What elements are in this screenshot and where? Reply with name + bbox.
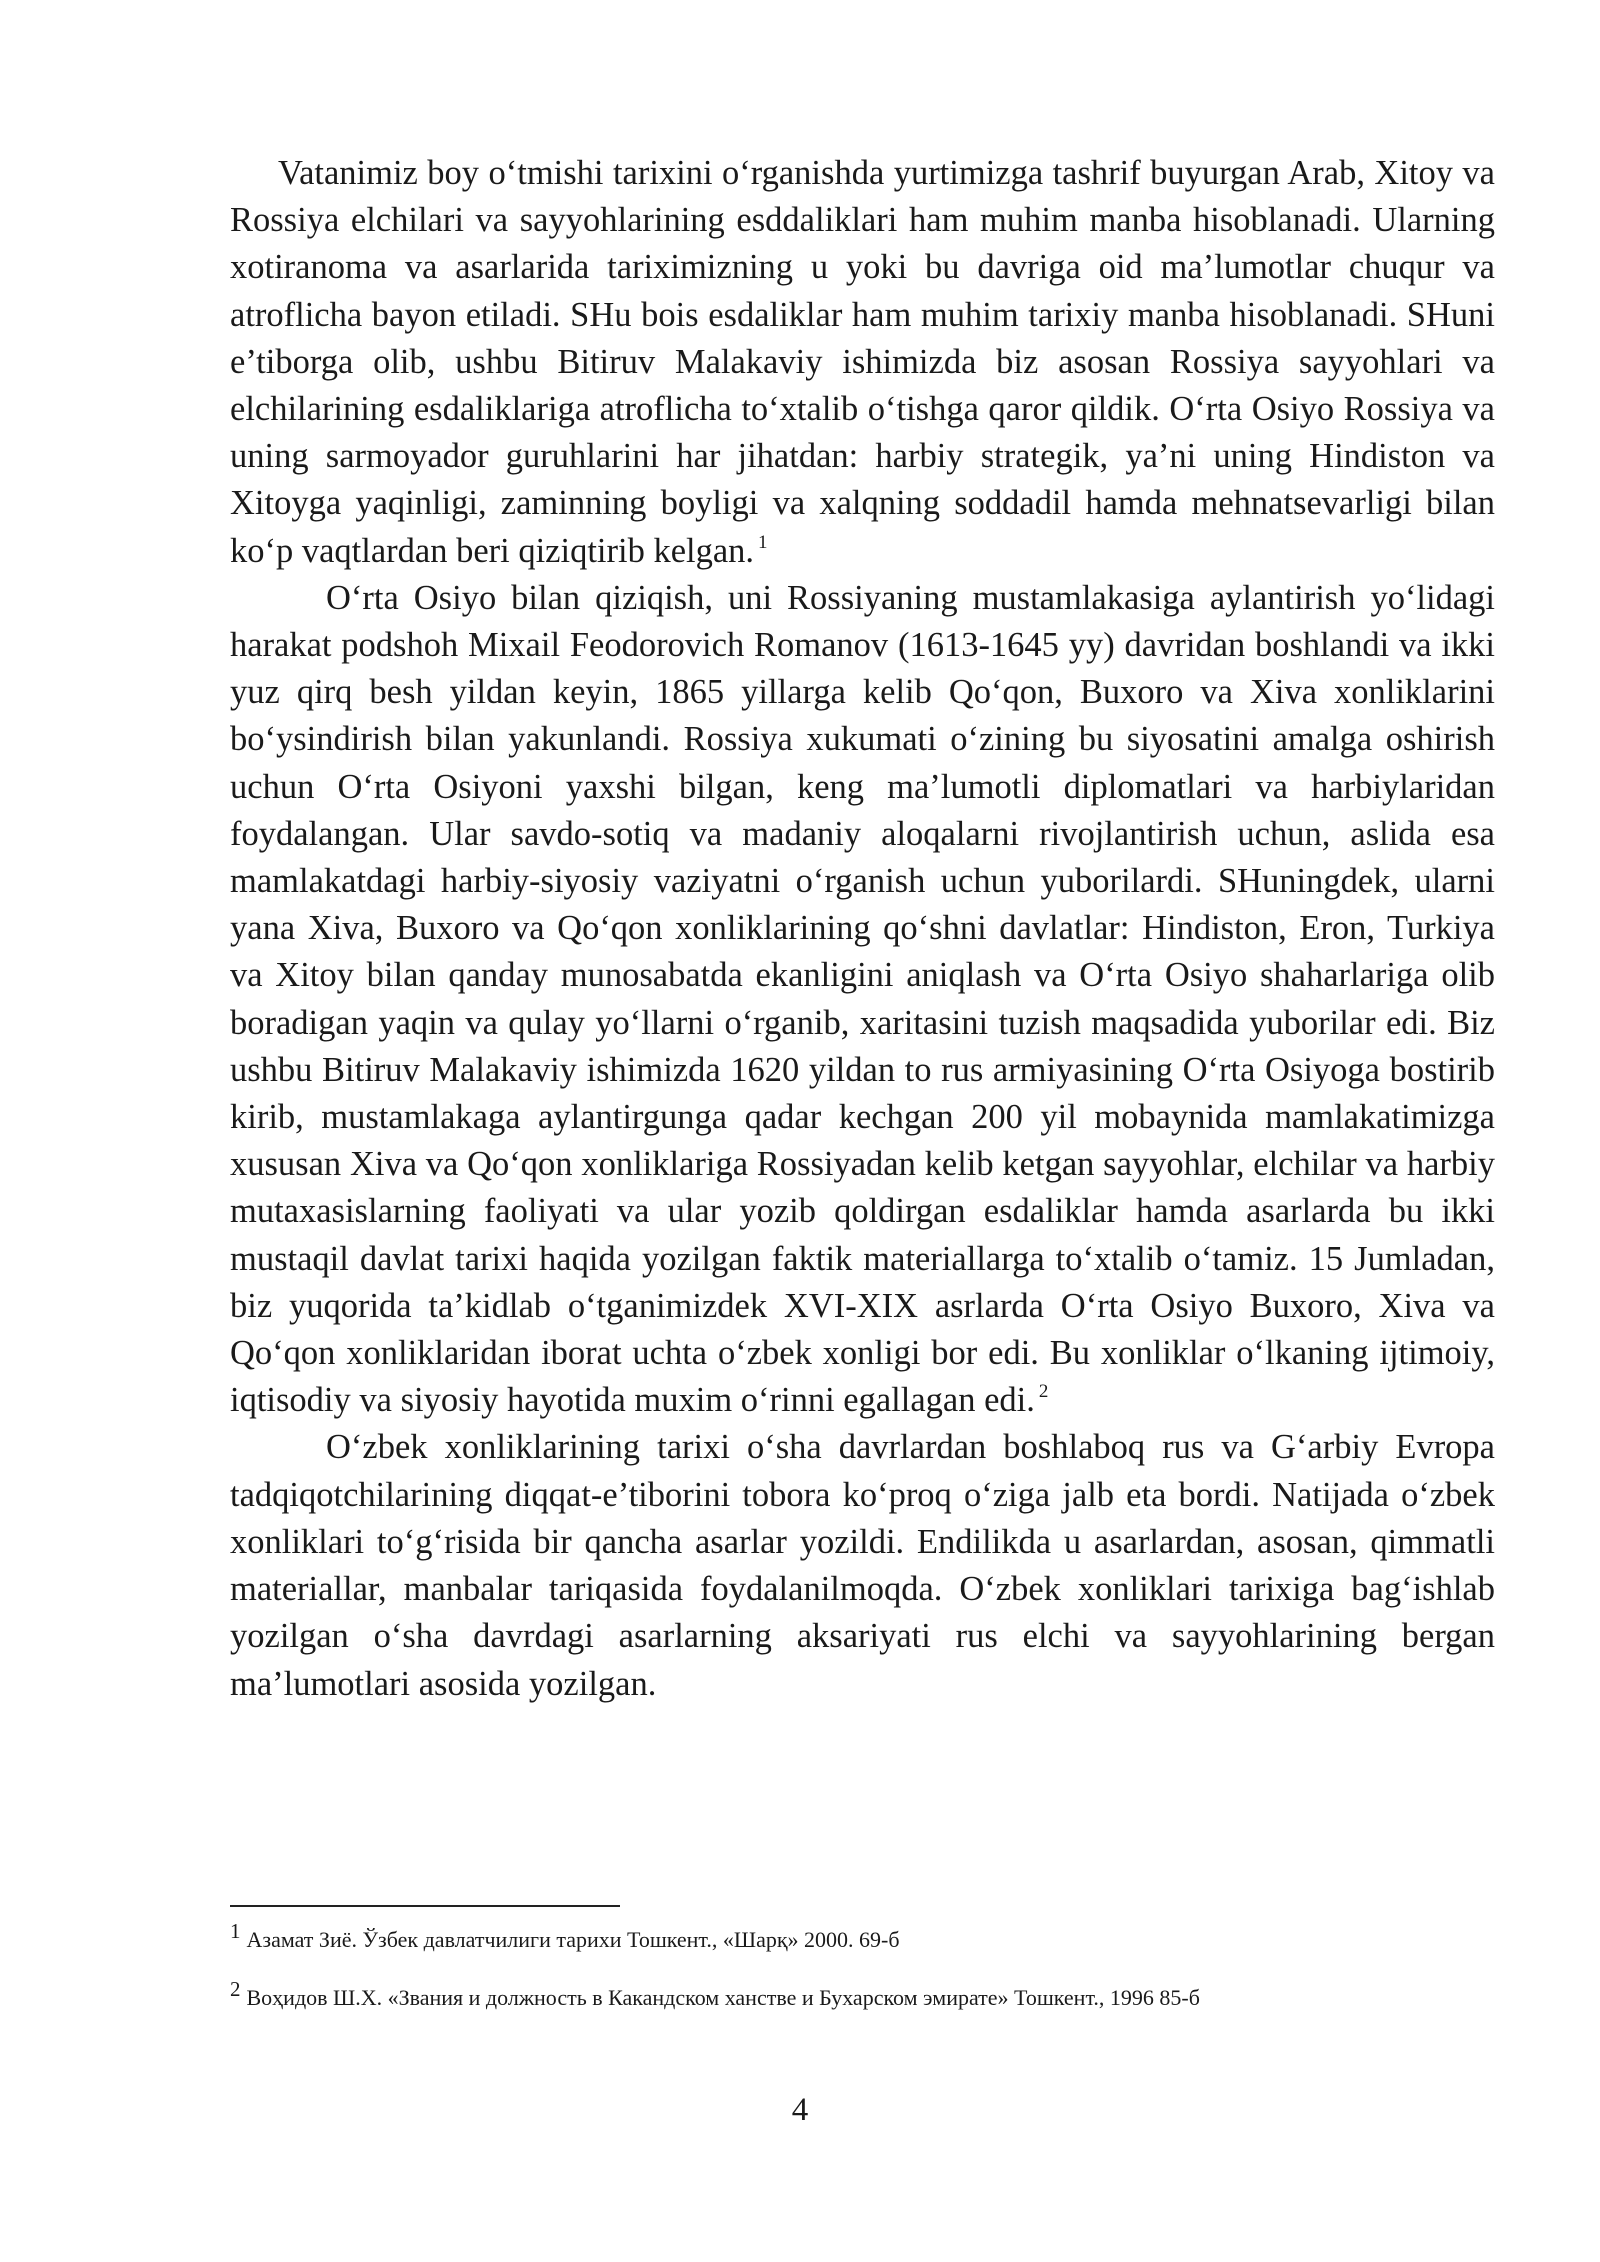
footnote-1 [230, 1919, 1495, 1955]
footnote-ref-1[interactable]: 1 [758, 531, 768, 553]
footnote-number: 1 [230, 1919, 241, 1943]
footnote-text: Воҳидов Ш.Х. «Звания и должность в Какандском ханстве и Бухарском эмирате» Тошкент., 1996 85-б [246, 1985, 1200, 2010]
footnotes [230, 1919, 1495, 2041]
paragraph-3-text: O‘zbek xonliklarining tarixi o‘sha davrlardan boshlaboq rus va G‘arbiy Evropa tadqiqotchilarining diqqat-e’tiborini tobora ko‘proq o‘ziga jalb eta bordi. Natijada o‘zbek xonliklari to‘g‘risida bir qancha asarlar yozildi. Endilikda u asarlardan, asosan, qimmatli materiallar, manbalar tariqasida foydalanilmoqda. O‘zbek xonliklari tarixiga bag‘ishlab yozilgan o‘sha davrdagi asarlarning aksariyati rus elchi va sayyohlarining bergan ma’lumotlari asosida yozilgan. [230, 1428, 1495, 1703]
paragraph-2 [230, 575, 1495, 1425]
page-number: 4 [791, 2092, 809, 2128]
footnote-separator [230, 1905, 620, 1907]
document-page [230, 150, 1495, 1708]
body-text [230, 150, 1495, 1708]
paragraph-2-text: O‘rta Osiyo bilan qiziqish, uni Rossiyaning mustamlakasiga aylantirish yo‘lidagi harakat podshoh Mixail Feodorovich Romanov (1613-1645 yy) davridan boshlandi va ikki yuz qirq besh yildan keyin, 1865 yillarga kelib Qo‘qon, Buxoro va Xiva xonliklarini bo‘ysindirish bilan yakunlandi. Rossiya xukumati o‘zining bu siyosatini amalga oshirish uchun O‘rta Osiyoni yaxshi bilgan, keng ma’lumotli diplomatlari va harbiylaridan foydalangan. Ular savdo-sotiq va madaniy aloqalarni rivojlantirish uchun, aslida esa mamlakatdagi harbiy-siyosiy vaziyatni o‘rganish uchun yuborilardi. SHuningdek, ularni yana Xiva, Buxoro va Qo‘qon xonliklarining qo‘shni davlatlar: Hindiston, Eron, Turkiya va Xitoy bilan qanday munosabatda ekanligini aniqlash va O‘rta Osiyo shaharlariga olib boradigan yaqin va qulay yo‘llarni o‘rganib, xaritasini tuzish maqsadida yuborilar edi. Biz ushbu Bitiruv Malakaviy ishimizda 1620 yildan to rus armiyasining O‘rta Osiyoga bostirib kirib, mustamlakaga aylantirgunga qadar kechgan 200 yil mobaynida mamlakatimizga xususan Xiva va Qo‘qon xonliklariga Rossiyadan kelib ketgan sayyohlar, elchilar va harbiy mutaxasislarning faoliyati va ular yozib qoldirgan esdaliklar hamda asarlarda bu ikki mustaqil davlat tarixi haqida yozilgan faktik materiallarga to‘xtalib o‘tamiz. 15 Jumladan, biz yuqorida ta’kidlab o‘tganimizdek XVI-XIX asrlarda O‘rta Osiyo Buxoro, Xiva va Qo‘qon xonliklaridan iborat uchta o‘zbek xonligi bor edi. Bu xonliklar o‘lkaning ijtimoiy, iqtisodiy va siyosiy hayotida muxim o‘rinni egallagan edi. [230, 578, 1495, 1420]
footnote-ref-2[interactable]: 2 [1038, 1381, 1049, 1403]
footnote-number: 2 [230, 1977, 241, 2001]
footnote-text: Азамат Зиё. Ўзбек давлатчилиги тарихи Тошкент., «Шарқ» 2000. 69-б [246, 1927, 900, 1952]
footnote-2 [230, 1977, 1495, 2013]
paragraph-3 [230, 1424, 1495, 1707]
paragraph-1-text: Vatanimiz boy o‘tmishi tarixini o‘rganishda yurtimizga tashrif buyurgan Arab, Xitoy va Rossiya elchilari va sayyohlarining esddaliklari ham muhim manba hisoblanadi. Ularning xotiranoma va asarlarida tariximizning u yoki bu davriga oid ma’lumotlar chuqur va atroflicha bayon etiladi. SHu bois esdaliklar ham muhim tarixiy manba hisoblanadi. SHuni e’tiborga olib, ushbu Bitiruv Malakaviy ishimizda biz asosan Rossiya sayyohlari va elchilarining esdaliklariga atroflicha to‘xtalib o‘tishga qaror qildik. O‘rta Osiyo Rossiya va uning sarmoyador guruhlarini har jihatdan: harbiy strategik, ya’ni uning Hindiston va Xitoyga yaqinligi, zaminning boyligi va xalqning soddadil hamda mehnatsevarligi bilan ko‘p vaqtlardan beri qiziqtirib kelgan. [230, 154, 1495, 570]
paragraph-1 [230, 150, 1495, 575]
